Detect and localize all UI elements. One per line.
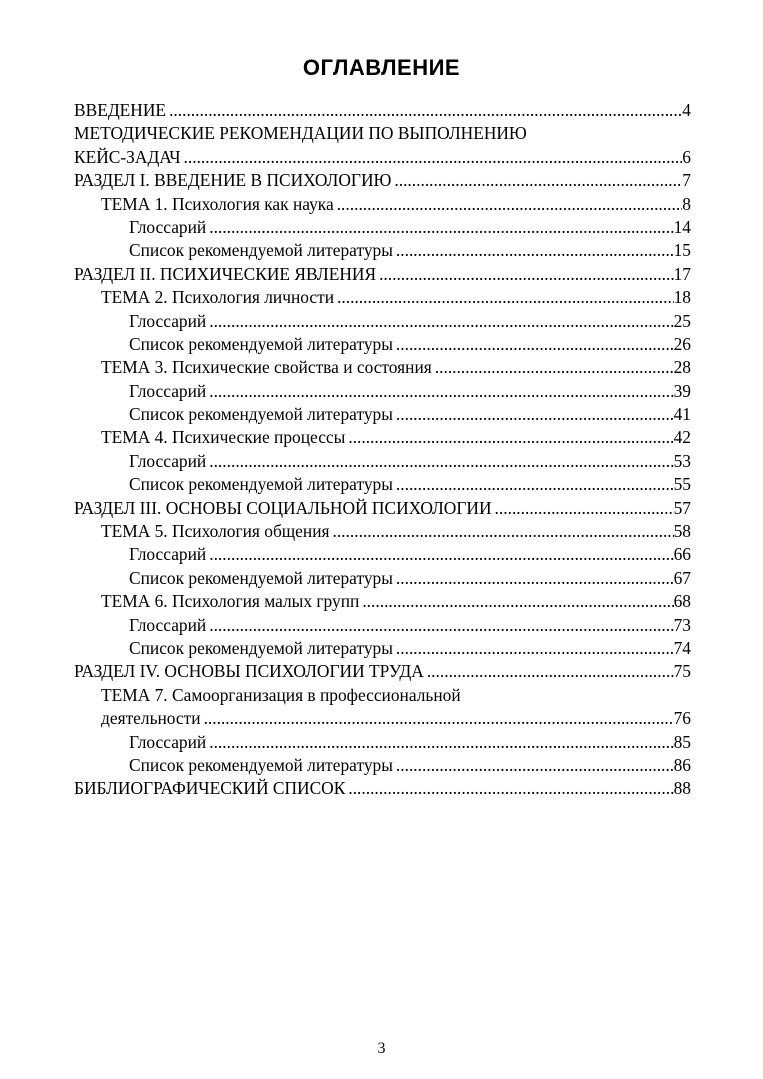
page-number: 3 [377, 1040, 386, 1057]
dot-leader [206, 310, 673, 333]
toc-entry-page: 8 [682, 193, 691, 214]
dot-leader [432, 356, 674, 379]
toc-entry-label: Глоссарий [129, 216, 207, 237]
toc-entry-page: 18 [673, 287, 691, 308]
toc-entry-literature-6[interactable] [74, 637, 691, 660]
toc-entry-topic-2[interactable] [74, 286, 691, 309]
dot-leader [393, 754, 674, 777]
toc-entry-page: 75 [673, 661, 691, 682]
toc-entry-section-3[interactable] [74, 497, 691, 520]
toc-entry-topic-1[interactable] [74, 193, 691, 216]
toc-entry-page: 15 [673, 240, 691, 261]
toc-entry-label: МЕТОДИЧЕСКИЕ РЕКОМЕНДАЦИИ ПО ВЫПОЛНЕНИЮ [74, 123, 527, 144]
toc-entry-literature-1[interactable] [74, 239, 691, 262]
dot-leader [201, 707, 674, 730]
toc-entry-topic-7-line1[interactable] [74, 684, 691, 707]
toc-entry-literature-5[interactable] [74, 567, 691, 590]
dot-leader [393, 403, 674, 426]
dot-leader [492, 497, 674, 520]
toc-entry-page: 58 [673, 521, 691, 542]
toc-entry-page: 68 [673, 591, 691, 612]
toc-entry-page: 73 [673, 614, 691, 635]
dot-leader [334, 193, 683, 216]
toc-entry-page: 57 [673, 497, 691, 518]
toc-entry-label: Список рекомендуемой литературы [129, 404, 393, 425]
page-title: ОГЛАВЛЕНИЕ [302, 55, 461, 80]
toc-entry-label: ТЕМА 7. Самоорганизация в профессиональной [101, 684, 461, 705]
toc-entry-label: РАЗДЕЛ I. ВВЕДЕНИЕ В ПСИХОЛОГИЮ [74, 170, 392, 191]
toc-entry-label: ТЕМА 3. Психические свойства и состояния [101, 357, 432, 378]
toc-entry-topic-6[interactable] [74, 590, 691, 613]
toc-entry-label: Глоссарий [129, 450, 207, 471]
table-of-contents [74, 99, 691, 801]
dot-leader [393, 473, 674, 496]
toc-entry-page: 4 [682, 100, 691, 120]
toc-entry-topic-7-line2[interactable] [74, 707, 691, 730]
dot-leader [166, 99, 682, 122]
toc-entry-label: деятельности [101, 708, 201, 729]
toc-entry-bibliography[interactable] [74, 777, 691, 800]
toc-entry-glossary-7[interactable] [74, 731, 691, 754]
toc-entry-page: 85 [673, 731, 691, 752]
dot-leader [206, 216, 673, 239]
toc-entry-methodology-line1[interactable] [74, 122, 691, 145]
toc-entry-topic-4[interactable] [74, 426, 691, 449]
toc-entry-page: 42 [673, 427, 691, 448]
dot-leader [345, 426, 673, 449]
toc-entry-literature-7[interactable] [74, 754, 691, 777]
dot-leader [181, 146, 683, 169]
toc-entry-label: Глоссарий [129, 614, 207, 635]
dot-leader [206, 543, 673, 566]
toc-entry-topic-3[interactable] [74, 356, 691, 379]
toc-entry-introduction[interactable] [74, 99, 691, 122]
toc-entry-page: 6 [682, 146, 691, 167]
toc-entry-label: ТЕМА 5. Психология общения [101, 521, 330, 542]
toc-entry-section-4[interactable] [74, 660, 691, 683]
toc-entry-section-1[interactable] [74, 169, 691, 192]
toc-entry-label: Список рекомендуемой литературы [129, 637, 393, 658]
dot-leader [393, 333, 674, 356]
toc-entry-page: 26 [673, 333, 691, 354]
toc-entry-label: ТЕМА 4. Психические процессы [101, 427, 346, 448]
toc-entry-glossary-4[interactable] [74, 450, 691, 473]
toc-entry-label: Список рекомендуемой литературы [129, 754, 393, 775]
toc-entry-topic-5[interactable] [74, 520, 691, 543]
dot-leader [393, 239, 674, 262]
toc-entry-page: 74 [673, 637, 691, 658]
toc-entry-page: 55 [673, 474, 691, 495]
dot-leader [391, 169, 682, 192]
toc-entry-page: 25 [673, 310, 691, 331]
dot-leader [393, 567, 674, 590]
toc-entry-label: Глоссарий [129, 731, 207, 752]
toc-entry-page: 76 [673, 708, 691, 729]
toc-entry-label: Глоссарий [129, 310, 207, 331]
dot-leader [330, 520, 674, 543]
toc-entry-page: 67 [673, 567, 691, 588]
toc-entry-label: Список рекомендуемой литературы [129, 474, 393, 495]
toc-entry-page: 14 [673, 216, 691, 237]
toc-entry-label: КЕЙС-ЗАДАЧ [74, 146, 181, 167]
toc-entry-page: 17 [673, 263, 691, 284]
toc-entry-label: РАЗДЕЛ II. ПСИХИЧЕСКИЕ ЯВЛЕНИЯ [74, 263, 377, 284]
toc-entry-label: БИБЛИОГРАФИЧЕСКИЙ СПИСОК [74, 778, 346, 799]
toc-entry-label: РАЗДЕЛ IV. ОСНОВЫ ПСИХОЛОГИИ ТРУДА [74, 661, 424, 682]
toc-entry-page: 88 [673, 778, 691, 799]
toc-entry-label: ТЕМА 2. Психология личности [101, 287, 335, 308]
toc-entry-page: 66 [673, 544, 691, 565]
toc-entry-label: ТЕМА 1. Психология как наука [101, 193, 334, 214]
dot-leader [206, 731, 673, 754]
toc-entry-label: Список рекомендуемой литературы [129, 567, 393, 588]
toc-entry-label: Список рекомендуемой литературы [129, 333, 393, 354]
toc-entry-label: ВВЕДЕНИЕ [74, 100, 167, 120]
toc-entry-page: 41 [673, 404, 691, 425]
toc-entry-page: 28 [673, 357, 691, 378]
dot-leader [359, 590, 673, 613]
dot-leader [393, 637, 674, 660]
toc-entry-page: 53 [673, 450, 691, 471]
toc-entry-glossary-5[interactable] [74, 543, 691, 566]
dot-leader [334, 286, 674, 309]
toc-entry-literature-3[interactable] [74, 403, 691, 426]
toc-entry-glossary-1[interactable] [74, 216, 691, 239]
dot-leader [206, 380, 673, 403]
toc-entry-glossary-2[interactable] [74, 310, 691, 333]
toc-entry-methodology-line2[interactable] [74, 146, 691, 169]
toc-entry-page: 39 [673, 380, 691, 401]
toc-entry-glossary-3[interactable] [74, 380, 691, 403]
toc-entry-literature-4[interactable] [74, 473, 691, 496]
toc-entry-label: ТЕМА 6. Психология малых групп [101, 591, 360, 612]
toc-entry-literature-2[interactable] [74, 333, 691, 356]
toc-entry-label: Список рекомендуемой литературы [129, 240, 393, 261]
dot-leader [206, 614, 673, 637]
toc-entry-page: 86 [673, 754, 691, 775]
dot-leader [424, 660, 674, 683]
toc-entry-glossary-6[interactable] [74, 614, 691, 637]
toc-entry-label: РАЗДЕЛ III. ОСНОВЫ СОЦИАЛЬНОЙ ПСИХОЛОГИИ [74, 497, 492, 518]
toc-entry-label: Глоссарий [129, 544, 207, 565]
dot-leader [345, 777, 673, 800]
toc-entry-page: 7 [682, 170, 691, 191]
dot-leader [206, 450, 673, 473]
toc-entry-section-2[interactable] [74, 263, 691, 286]
dot-leader [376, 263, 674, 286]
toc-entry-label: Глоссарий [129, 380, 207, 401]
